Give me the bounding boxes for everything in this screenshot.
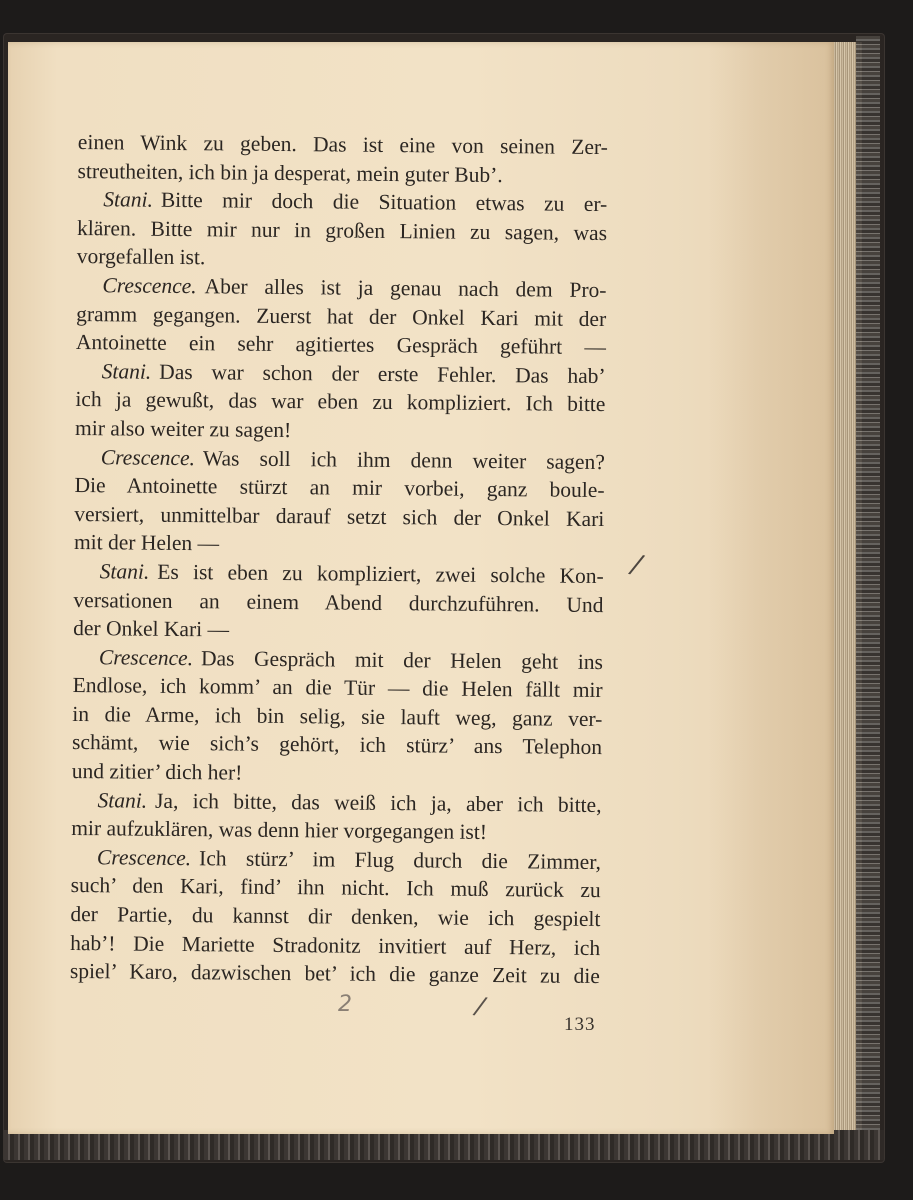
text-line: [72, 757, 602, 791]
line-text: ich ja gewußt, das war eben zu kompliziert. Ich bitte: [75, 387, 606, 417]
margin-pencil-mark: /: [628, 549, 644, 581]
line-text: gramm gegangen. Zuerst hat der Onkel Kari mit der: [76, 301, 607, 331]
line-text: Endlose, ich komm’ an die Tür — die Helen fällt mir: [72, 673, 603, 703]
line-text: versiert, unmittelbar darauf setzt sich der Onkel Kari: [74, 501, 605, 531]
line-text: Bitte mir doch die Situation etwas zu er-: [160, 187, 608, 217]
line-text: der Partie, du kannst dir denken, wie ich gespielt: [70, 901, 601, 932]
book-page: [8, 42, 834, 1134]
text-line: [78, 128, 608, 162]
line-text: such’ den Kari, find’ ihn nicht. Ich muß zurück zu: [70, 873, 601, 903]
cover-edge: [856, 36, 880, 1160]
line-text: Antoinette ein sehr agitiertes Gespräch geführt —: [75, 330, 607, 360]
speaker-name: Crescence.: [96, 845, 192, 870]
line-text: einen Wink zu geben. Das ist eine von seinen Zer-: [77, 129, 608, 160]
line-text: mit der Helen —: [73, 530, 220, 556]
text-line: [75, 414, 605, 448]
line-text: Ich stürz’ im Flug durch die Zimmer,: [199, 846, 602, 874]
line-text: schämt, wie sich’s gehört, ich stürz’ ans Telephon: [71, 730, 603, 760]
line-text: und zitier’ dich her!: [71, 759, 243, 785]
cover-bottom-edge: [4, 1130, 884, 1160]
line-text: mir aufzuklären, was denn hier vorgegangen ist!: [71, 816, 488, 845]
line-text: Das war schon der erste Fehler. Das hab’: [159, 359, 606, 388]
line-text: Die Antoinette stürzt an mir vorbei, ganz boule-: [74, 473, 605, 503]
speaker-name: Crescence.: [98, 644, 194, 670]
speaker-name: Stani.: [97, 787, 148, 813]
line-text: vorgefallen ist.: [76, 244, 206, 270]
line-text: hab’! Die Mariette Stradonitz invitiert auf Herz, ich: [70, 930, 601, 960]
line-text: spiel’ Karo, dazwischen bet’ ich die ganze Zeit zu die: [69, 959, 600, 989]
speaker-name: Stani.: [99, 559, 150, 584]
line-text: streutheiten, ich bin ja desperat, mein guter Bub’.: [77, 158, 503, 187]
text-line: [70, 900, 600, 934]
line-text: in die Arme, ich bin selig, sie lauft weg, ganz ver-: [72, 701, 603, 731]
speaker-name: Crescence.: [102, 273, 197, 299]
text-line: [70, 957, 600, 991]
text-line: [74, 557, 604, 591]
line-text: Es ist eben zu kompliziert, zwei solche Kon-: [157, 559, 604, 588]
page-fold-shadow: [708, 42, 834, 1134]
line-text: klären. Bitte mir nur in großen Linien zu sagen, was: [76, 215, 608, 245]
page-number: 133: [564, 1014, 596, 1035]
line-text: versationen an einem Abend durchzuführen. Und: [73, 587, 604, 617]
line-text: Ja, ich bitte, das weiß ich ja, aber ich bitte,: [155, 788, 602, 817]
line-text: Das Gespräch mit der Helen geht ins: [200, 645, 604, 674]
speaker-name: Stani.: [103, 187, 154, 212]
speaker-name: Stani.: [101, 358, 152, 384]
pencil-mark-left: 2: [338, 992, 352, 1017]
pencil-mark-right: /: [473, 991, 487, 1021]
line-text: der Onkel Kari —: [73, 616, 230, 642]
text-line: [76, 271, 606, 305]
line-text: mir also weiter zu sagen!: [75, 415, 292, 442]
line-text: Aber alles ist ja genau nach dem Pro-: [204, 274, 607, 303]
line-text: Was soll ich ihm denn weiter sagen?: [202, 445, 605, 474]
speaker-name: Crescence.: [100, 444, 196, 470]
text-line: [73, 614, 603, 648]
page-text: [70, 128, 608, 991]
